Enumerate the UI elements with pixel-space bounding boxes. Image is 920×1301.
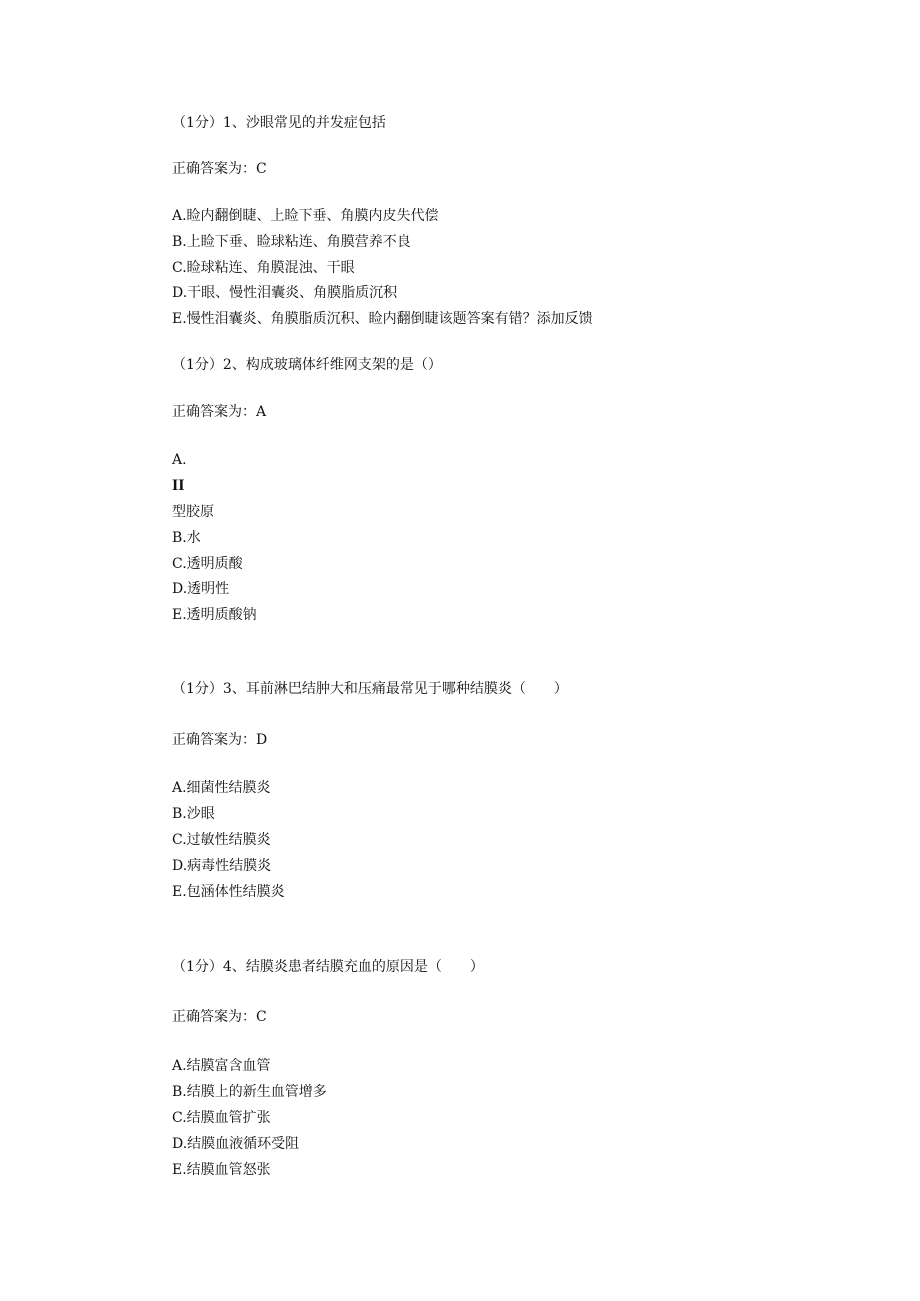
question-1-option-e: E.慢性泪囊炎、角膜脂质沉积、睑内翻倒睫该题答案有错？添加反馈 [172,311,593,327]
question-3-option-e: E.包涵体性结膜炎 [172,884,285,900]
question-2-option-d: D.透明性 [172,581,230,597]
question-2-option-b: B.水 [172,530,201,546]
question-4-option-d: D.结膜血液循环受阻 [172,1136,300,1152]
question-4-option-b: B.结膜上的新生血管增多 [172,1084,327,1100]
question-4-answer: 正确答案为：C [172,1009,267,1025]
question-3-answer: 正确答案为：D [172,732,268,748]
question-2-answer: 正确答案为：A [172,404,267,420]
question-3-option-a: A.细菌性结膜炎 [172,780,271,796]
question-3-option-c: C.过敏性结膜炎 [172,832,271,848]
question-3-option-d: D.病毒性结膜炎 [172,858,272,874]
question-3-title: （1分）3、耳前淋巴结肿大和压痛最常见于哪种结膜炎（ ） [172,681,568,697]
question-4-option-e: E.结膜血管怒张 [172,1162,271,1178]
question-1-answer: 正确答案为：C [172,161,267,177]
question-1-option-d: D.干眼、慢性泪囊炎、角膜脂质沉积 [172,285,398,301]
question-1-option-c: C.睑球粘连、角膜混浊、干眼 [172,260,355,276]
question-4-option-c: C.结膜血管扩张 [172,1110,271,1126]
question-2-option-a-roman: II [172,477,185,494]
question-2-option-a-text: 型胶原 [172,504,214,520]
question-2-title: （1分）2、构成玻璃体纤维网支架的是（） [172,357,442,373]
question-4-title: （1分）4、结膜炎患者结膜充血的原因是（ ） [172,959,484,975]
question-3-option-b: B.沙眼 [172,806,215,822]
question-1-title: （1分）1、沙眼常见的并发症包括 [172,115,386,131]
question-2-option-e: E.透明质酸钠 [172,607,257,623]
question-2-option-c: C.透明质酸 [172,556,243,572]
question-4-option-a: A.结膜富含血管 [172,1058,271,1074]
question-1-option-b: B.上睑下垂、睑球粘连、角膜营养不良 [172,234,411,250]
question-2-option-a: A. [172,452,187,468]
question-1-option-a: A.睑内翻倒睫、上睑下垂、角膜内皮失代偿 [172,208,439,224]
